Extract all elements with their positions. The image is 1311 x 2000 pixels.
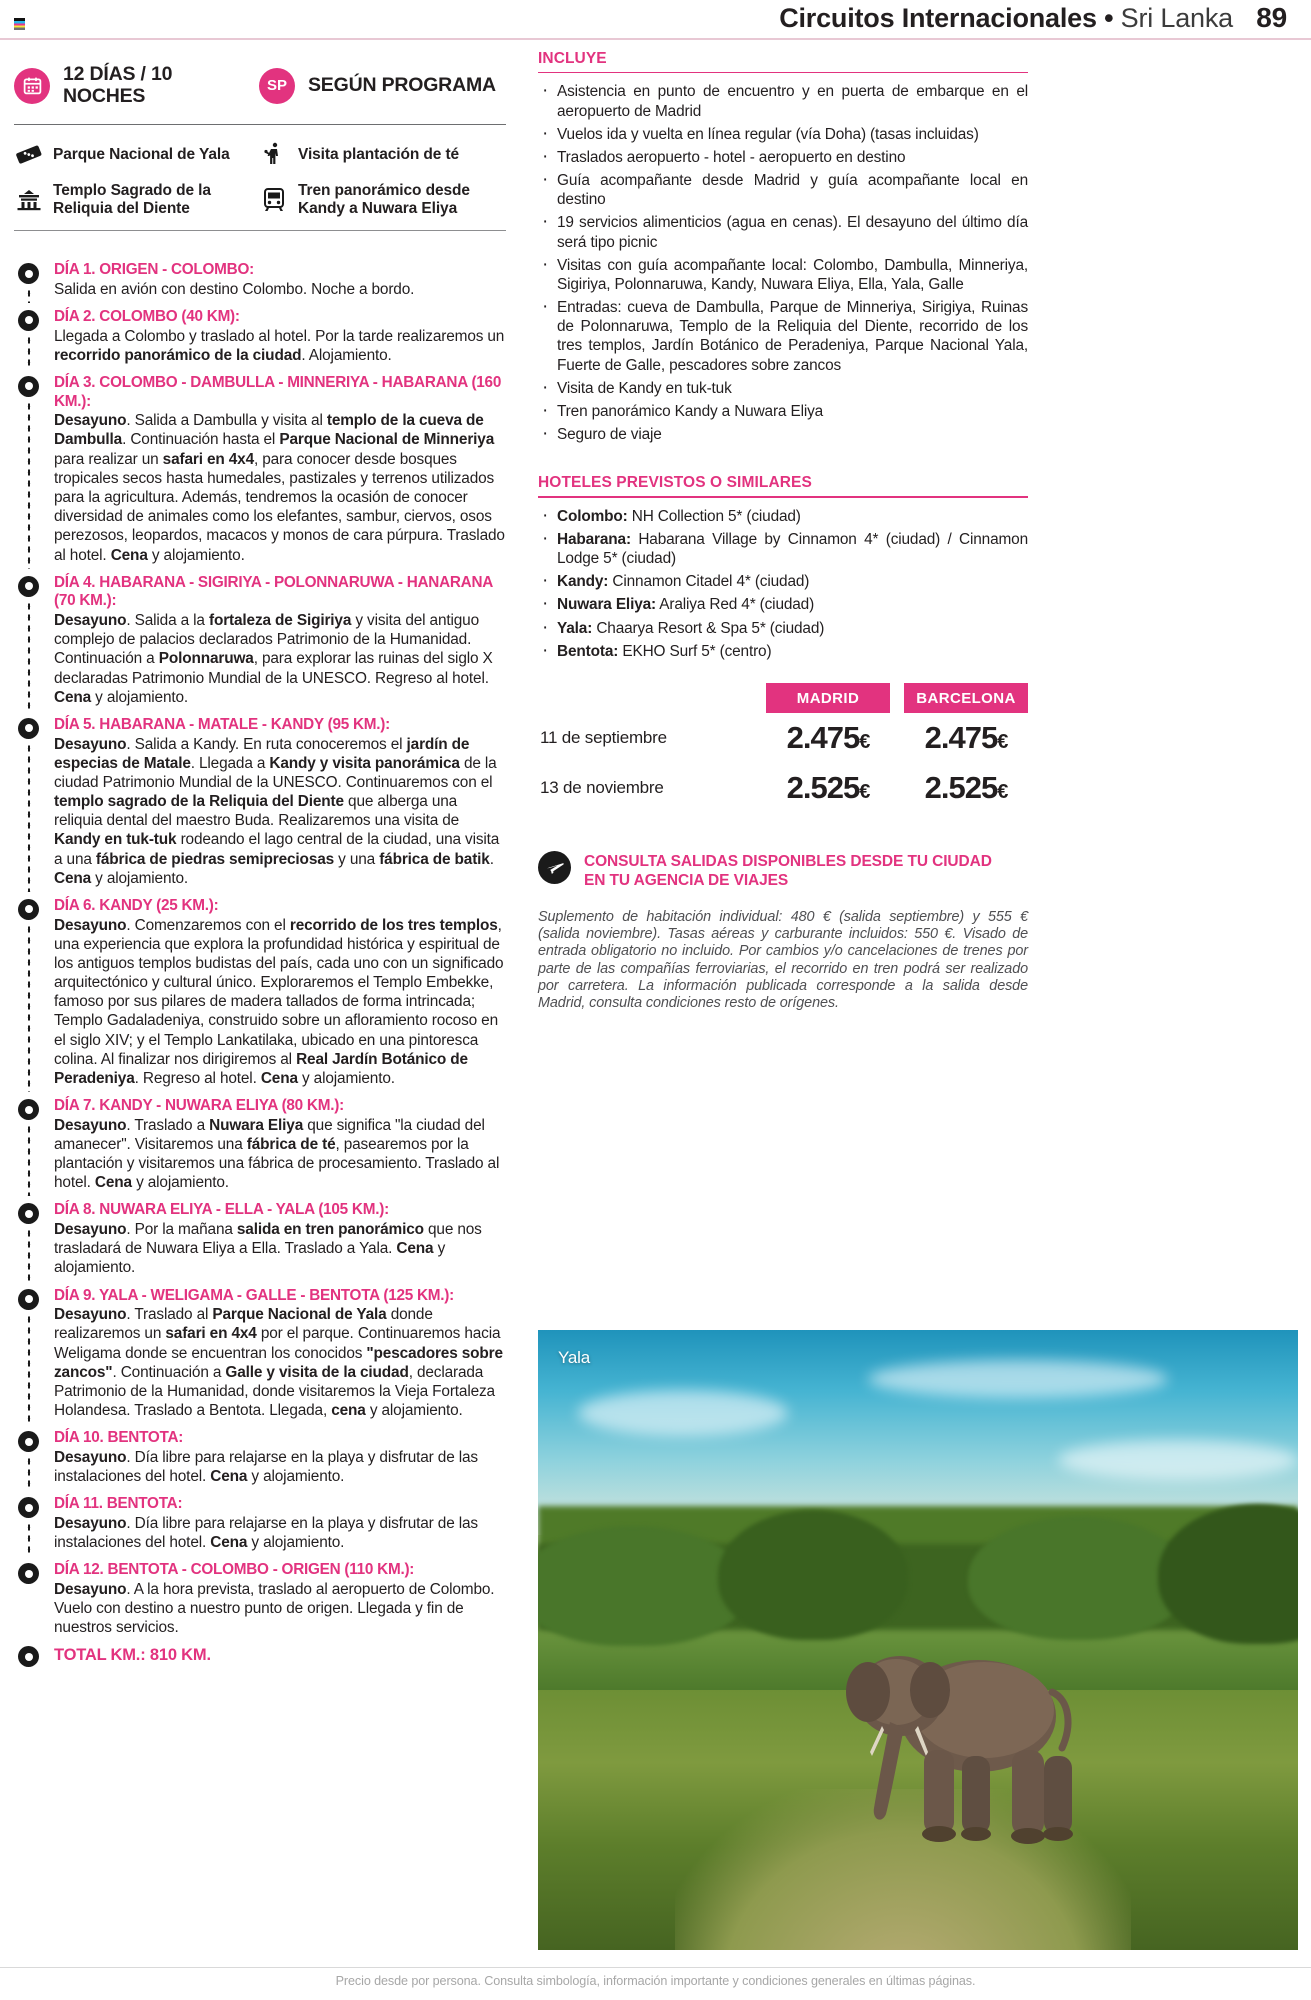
cloud-shape [578,1390,788,1436]
timeline-dots [27,401,31,569]
timeline-marker [18,1646,39,1667]
consulta-line-2: EN TU AGENCIA DE VIAJES [584,872,789,890]
ticket-icon [14,145,44,165]
feature-row-primary [14,50,506,124]
destination-photo [538,1330,1298,1950]
itinerary-day-title: DÍA 3. COLOMBO - DAMBULLA - MINNERIYA - HABARANA (160 KM.): [54,373,502,410]
hotel-city: Habarana: [557,530,631,548]
hotel-city: Yala: [557,619,593,637]
total-km-row [14,1646,506,1665]
hotel-item [538,507,1028,526]
temple-icon [14,189,44,211]
sp-badge-icon: SP [259,68,295,104]
itinerary-day [14,1429,506,1486]
timeline-dots [27,1124,31,1196]
itinerary-day [14,1201,506,1277]
photo-caption: Yala [558,1348,590,1367]
price-madrid: 2.475€ [786,719,870,755]
consulta-text [584,851,992,891]
itinerary-day [14,1287,506,1421]
timeline-dots [27,743,31,892]
timeline-marker [18,718,39,739]
feature-duration [14,64,259,108]
itinerary-day-title: DÍA 4. HABARANA - SIGIRIYA - POLONNARUWA - HANARANA (70 KM.): [54,573,493,610]
itinerary-day [14,1561,506,1637]
includes-item: · Visitas con guía acompañante local: Colombo, Dambulla, Minneriya, Sigiriya, Polonnaruwa, Kandy, Nuwara Eliya, Ella, Yala, Galle [538,256,1028,294]
timeline-marker [18,1497,39,1518]
price-table-row [538,763,1028,813]
hotel-name: Araliya Red 4* (ciudad) [655,596,815,614]
currency-symbol: € [859,780,870,803]
bush-shape [718,1510,908,1640]
highlight-label: Templo Sagrado de la Reliquia del Diente [53,182,211,217]
bush-shape [968,1516,1188,1640]
itinerary-day-title: DÍA 11. BENTOTA: [54,1495,183,1513]
hotel-city: Nuwara Eliya: [557,596,656,614]
itinerary-day-body: Desayuno. Por la mañana salida en tren panorámico que nos trasladará de Nuwara Eliya a Ella. Traslado a Yala. Cena y alojamiento. [54,1221,482,1277]
hotel-item [538,619,1028,638]
price-column-barcelona: BARCELONA [904,683,1028,713]
itinerary-day-title: DÍA 9. YALA - WELIGAMA - GALLE - BENTOTA (125 KM.): [54,1286,454,1304]
hotel-city: Kandy: [557,573,609,591]
currency-symbol: € [997,730,1008,753]
feature-program [259,68,506,104]
departure-date: 13 de noviembre [540,777,664,797]
cloud-shape [868,1360,1168,1398]
header-separator: • [1104,3,1114,33]
left-column [14,50,506,1665]
itinerary-day [14,308,506,365]
hotels-divider [538,496,1028,497]
itinerary-day-body: Desayuno. Día libre para relajarse en la playa y disfrutar de las instalaciones del hotel. Cena y alojamiento. [54,1448,478,1486]
price-table-body [538,713,1028,813]
itinerary-day [14,261,506,299]
itinerary-day-title: DÍA 8. NUWARA ELIYA - ELLA - YALA (105 KM.): [54,1201,389,1219]
train-icon [259,188,289,212]
itinerary-day-title: DÍA 6. KANDY (25 KM.): [54,896,219,914]
page-title [779,2,1287,34]
itinerary-day [14,897,506,1088]
highlight-label: Parque Nacional de Yala [53,146,230,164]
itinerary-day-title: DÍA 10. BENTOTA: [54,1429,184,1447]
itinerary-day-body: Desayuno. Comenzaremos con el recorrido de los tres templos, una experiencia que explora la profundidad histórica y espiritual de los antiguos templos budistas del país, cada uno con un significado arquitectónico y cultural único. Exploraremos el Templo Embekke, famoso por sus pilares de madera tallados de forma intrincada; Templo Gadaladeniya, construido sobre un afloramiento rocoso en el siglo XIV; y el Templo Lankatilaka, ubicado en una pintoresca colina. Al finalizar nos dirigiremos al Real Jardín Botánico de Peradeniya. Regreso al hotel. Cena y alojamiento. [54,916,504,1087]
itinerary-day-body: Desayuno. A la hora prevista, traslado al aeropuerto de Colombo. Vuelo con destino a nuestro punto de origen. Llegada y fin de nuestros servicios. [54,1580,495,1637]
highlight-label: Tren panorámico desde Kandy a Nuwara Eliya [298,182,470,217]
timeline-dots [27,288,31,303]
itinerary-list [14,261,506,1637]
includes-item: · Entradas: cueva de Dambulla, Parque de Minneriya, Sirigiya, Ruinas de Polonnaruwa, Templo de la Reliquia del Diente, recorrido de los tres templos, Jardín Botánico de Peradeniya, Parque Nacional Yala, Fuerte de Galle, pescadores sobre zancos [538,298,1028,375]
legal-disclaimer: Suplemento de habitación individual: 480 € (salida septiembre) y 555 € (salida noviembre). Tasas aéreas y carburante incluidos: 550 €. Visado de entrada obligatorio no incluido. Por cambios y/o cancelaciones de trenes por parte de las compañías ferroviarias, el recorrido en tren podrá ser realizado por carretera. La información publicada corresponde a la salida desde Madrid, consulta condiciones resto de orígenes. [538,908,1028,1012]
timeline-dots [27,1228,31,1281]
timeline-dots [27,335,31,369]
hotel-item [538,530,1028,568]
itinerary-day-title: DÍA 2. COLOMBO (40 KM): [54,307,240,325]
price-madrid: 2.525€ [786,769,870,805]
header-title-bold: Circuitos Internacionales [779,3,1097,33]
highlight-yala [14,145,259,165]
divider-bottom [14,230,506,232]
itinerary-day [14,574,506,707]
itinerary-day [14,1097,506,1192]
timeline-dots [27,1314,31,1425]
itinerary-day-body: Desayuno. Salida a Kandy. En ruta conoceremos el jardín de especias de Matale. Llegada a Kandy y visita panorámica de la ciudad Patrimonio Mundial de la UNESCO. Continuaremos con el templo sagrado de la Reliquia del Diente que alberga una reliquia dental del maestro Buda. Realizaremos una visita de Kandy en tuk-tuk rodeando el lago central de la ciudad, una visita a una fábrica de piedras semipreciosas y una fábrica de batik. Cena y alojamiento. [54,735,500,887]
includes-divider [538,72,1028,73]
hotels-heading: HOTELES PREVISTOS O SIMILARES [538,474,812,492]
consulta-banner [538,851,1028,891]
itinerary-day [14,374,506,565]
price-barcelona: 2.525€ [924,769,1008,805]
footer-divider [0,1967,1311,1968]
includes-item: · Seguro de viaje [538,425,1028,444]
elephant-subject [838,1630,1098,1865]
price-column-madrid: MADRID [766,683,890,713]
price-barcelona: 2.475€ [924,719,1008,755]
hotel-city: Colombo: [557,507,628,525]
timeline-marker [18,1431,39,1452]
hotel-name: Cinnamon Citadel 4* (ciudad) [608,573,810,591]
timeline-marker [18,1203,39,1224]
price-table-header-spacer [538,683,766,713]
itinerary-day-title: DÍA 7. KANDY - NUWARA ELIYA (80 KM.): [54,1097,344,1115]
itinerary-day-body: Desayuno. Traslado a Nuwara Eliya que significa "la ciudad del amanecer". Visitaremos una fábrica de té, pasearemos por la plantación y visitaremos una fábrica de procesamiento. Traslado al hotel. Cena y alojamiento. [54,1116,500,1192]
color-registration-mark [14,18,25,30]
page-header [0,0,1311,40]
hotel-name: NH Collection 5* (ciudad) [627,507,801,525]
hotel-name: Habarana Village by Cinnamon 4* (ciudad) / Cinnamon Lodge 5* (ciudad) [557,530,1028,568]
highlight-line-1 [14,138,506,172]
hotel-item [538,642,1028,661]
includes-list [538,82,1028,444]
tea-picker-icon [259,142,289,168]
itinerary-day-body: Desayuno. Traslado al Parque Nacional de Yala donde realizaremos un safari en 4x4 por el parque. Continuaremos hacia Weligama donde se encuentran los conocidos "pescadores sobre zancos". Continuación a Galle y visita de la ciudad, declarada Patrimonio de la Humanidad, donde visitaremos la Vieja Fortaleza Holandesa. Traslado a Bentota. Llegada, cena y alojamiento. [54,1306,503,1420]
includes-item: · Asistencia en punto de encuentro y en puerta de embarque en el aeropuerto de Madrid [538,82,1028,120]
includes-item: · Tren panorámico Kandy a Nuwara Eliya [538,402,1028,421]
price-table-header [538,683,1028,713]
itinerary-day-body: Desayuno. Día libre para relajarse en la playa y disfrutar de las instalaciones del hotel. Cena y alojamiento. [54,1514,478,1552]
itinerary-day [14,716,506,888]
calendar-icon [14,68,50,104]
departure-date: 11 de septiembre [540,727,667,747]
itinerary-day-title: DÍA 12. BENTOTA - COLOMBO - ORIGEN (110 KM.): [54,1561,415,1579]
timeline-marker [18,1563,39,1584]
itinerary-day-title: DÍA 5. HABARANA - MATALE - KANDY (95 KM.): [54,715,390,733]
timeline-dots [27,601,31,711]
highlight-line-2 [14,182,506,217]
highlight-temple [14,182,259,217]
hotel-item [538,595,1028,614]
itinerary-day [14,1495,506,1552]
feature-duration-label: 12 DÍAS / 10 NOCHES [63,63,173,107]
footer-note: Precio desde por persona. Consulta simbología, información importante y condiciones generales en últimas páginas. [335,1974,976,1988]
timeline-marker [18,1289,39,1310]
hotel-city: Bentota: [557,642,619,660]
itinerary-day-body: Llegada a Colombo y traslado al hotel. Por la tarde realizaremos un recorrido panorámico de la ciudad. Alojamiento. [54,327,505,364]
timeline-marker [18,310,39,331]
hotel-item [538,572,1028,591]
itinerary-day-body: Desayuno. Salida a la fortaleza de Sigiriya y visita del antiguo complejo de palacios declarados Patrimonio de la Humanidad. Continuación a Polonnaruwa, para explorar las ruinas del siglo X declaradas Patrimonio Mundial de la UNESCO. Regreso al hotel. Cena y alojamiento. [54,611,493,706]
itinerary-day-body: Desayuno. Salida a Dambulla y visita al templo de la cueva de Dambulla. Continuación hasta el Parque Nacional de Minneriya para realizar un safari en 4x4, para conocer desde bosques tropicales secos hasta humedales, pastizales y terrenos utilizados para la agricultura. Además, tendremos la ocasión de conocer diversidad de animales como los elefantes, sambur, ciervos, osos perezosos, leopardos, macacos y monos de cara púrpura. Traslado al hotel. Cena y alojamiento. [54,412,505,564]
plane-circle-icon [538,851,571,884]
timeline-marker [18,576,39,597]
price-table [538,683,1028,813]
header-title-light: Sri Lanka [1120,3,1233,33]
hotels-list [538,507,1028,661]
consulta-line-1: CONSULTA SALIDAS DISPONIBLES DESDE TU CIUDAD [584,852,992,870]
timeline-marker [18,1099,39,1120]
bush-shape [538,1526,748,1646]
includes-heading: INCLUYE [538,50,607,67]
timeline-dots [27,1522,31,1556]
timeline-dots [27,1456,31,1490]
currency-symbol: € [859,730,870,753]
timeline-marker [18,899,39,920]
timeline-marker [18,376,39,397]
timeline-marker [18,263,39,284]
highlight-label: Visita plantación de té [298,146,460,164]
includes-item: · Vuelos ida y vuelta en línea regular (vía Doha) (tasas incluidas) [538,125,1028,144]
itinerary-day-body: Salida en avión con destino Colombo. Noche a bordo. [54,280,415,298]
total-km-label: TOTAL KM.: 810 KM. [54,1646,211,1665]
includes-item: · Visita de Kandy en tuk-tuk [538,379,1028,398]
price-table-row [538,713,1028,763]
highlight-tea [259,142,506,168]
currency-symbol: € [997,780,1008,803]
timeline-dots [27,924,31,1092]
hotel-name: EKHO Surf 5* (centro) [618,642,772,660]
right-column [538,50,1028,1012]
page-number: 89 [1256,2,1287,33]
includes-item: · 19 servicios alimenticios (agua en cenas). El desayuno del último día será tipo picnic [538,213,1028,251]
feature-program-label: SEGÚN PROGRAMA [308,73,496,96]
cloud-shape [1058,1440,1298,1480]
includes-item: · Guía acompañante desde Madrid y guía acompañante local en destino [538,171,1028,209]
highlights-block [14,125,506,229]
header-divider [0,38,1311,40]
hotel-name: Chaarya Resort & Spa 5* (ciudad) [592,619,825,637]
itinerary-day-title: DÍA 1. ORIGEN - COLOMBO: [54,261,254,279]
section-gap [538,448,1028,474]
highlight-train [259,182,506,217]
includes-item: · Traslados aeropuerto - hotel - aeropuerto en destino [538,148,1028,167]
